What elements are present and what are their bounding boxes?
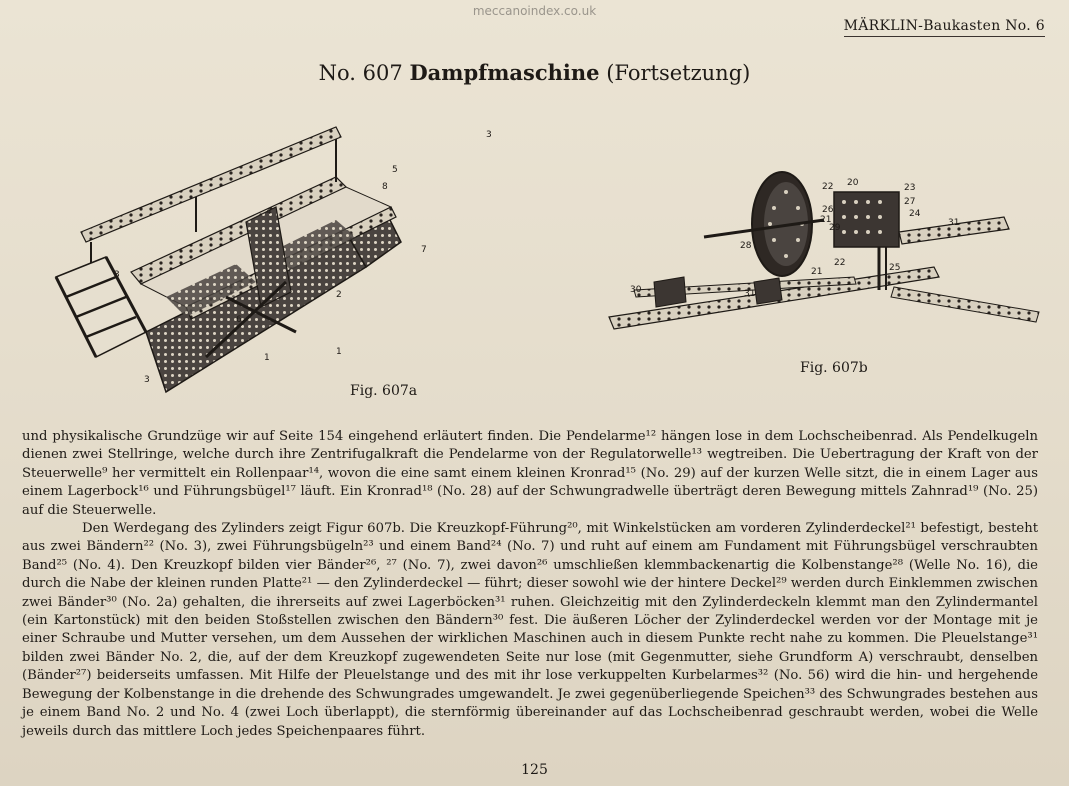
- fig-a-label-6: 6: [236, 315, 242, 325]
- fig-b-label-30: 30: [630, 285, 642, 295]
- body-text: [22, 428, 1038, 741]
- fig-a-label-1: 1: [264, 353, 270, 363]
- fig-b-label-31b: 31: [948, 218, 960, 228]
- figure-607a-caption: Fig. 607a: [350, 383, 418, 399]
- fig-b-label-29: 29: [829, 223, 841, 233]
- fig-b-label-22: 22: [822, 182, 834, 192]
- fig-b-label-21: 21: [811, 267, 823, 277]
- watermark: meccanoindex.co.uk: [472, 4, 597, 18]
- fig-b-label-22b: 22: [834, 258, 846, 268]
- fig-a-label-3b: 3: [114, 270, 120, 280]
- fig-b-label-25: 25: [889, 263, 901, 273]
- fig-b-label-31: 31: [744, 289, 756, 299]
- figure-607b-caption: Fig. 607b: [800, 360, 868, 376]
- fig-a-label-1b: 1: [231, 295, 237, 305]
- figure-607a: [36, 92, 492, 412]
- fig-a-label-3: 3: [486, 130, 492, 140]
- fig-b-label-21b: 21: [820, 215, 832, 225]
- fig-b-label-20: 20: [847, 178, 859, 188]
- figure-607b: [604, 172, 1044, 362]
- fig-a-label-3c: 3: [144, 375, 150, 385]
- paragraph-1: und physikalische Grundzüge wir auf Seite 154 eingehend erläutert finden. Die Pendelarme¹² hängen lose in dem Lochscheibenrad. Als Pendelkugeln dienen zwei Stellringe, welche durch ihre Zentrifugalkraft die Pendelarme von der Regulatorwelle¹³ wegtreiben. Die Uebertragung der Kraft von der Steuerwelle⁹ her vermittelt ein Rollenpaar¹⁴, wovon die eine samt einem kleinen Kronrad¹⁵ (No. 29) auf der kurzen Welle sitzt, die in einem Lager aus einem Lagerbock¹⁶ und Führungsbügel¹⁷ läuft. Ein Kronrad¹⁸ (No. 28) auf der Schwungradwelle überträgt deren Bewegung mittels Zahnrad¹⁹ (No. 25) auf die Steuerwelle.: [22, 429, 1038, 518]
- fig-a-label-4: 4: [266, 207, 272, 217]
- fig-a-label-8: 8: [382, 182, 388, 192]
- fig-b-label-27: 27: [904, 197, 916, 207]
- fig-a-label-7: 7: [421, 245, 427, 255]
- fig-b-label-28: 28: [740, 241, 752, 251]
- fig-a-label-1c: 1: [336, 347, 342, 357]
- running-head: MÄRKLIN-Baukasten No. 6: [844, 18, 1045, 37]
- fig-b-label-23: 23: [904, 183, 916, 193]
- page-number: 125: [521, 762, 548, 778]
- paragraph-2: Den Werdegang des Zylinders zeigt Figur 607b. Die Kreuzkopf-Führung²⁰, mit Winkelstücken am vorderen Zylinderdeckel²¹ befestigt, besteht aus zwei Bändern²² (No. 3), zwei Führungsbügeln²³ und einem Band²⁴ (No. 7) und ruht auf einem am Fundament mit Führungsbügel verschraubten Band²⁵ (No. 4). Den Kreuzkopf bilden vier Bänder²⁶, ²⁷ (No. 7), zwei davon²⁶ umschließen klemmbackenartig die Kolbenstange²⁸ (Welle No. 16), die durch die Nabe der kleinen runden Platte²¹ — den Zylinderdeckel — führt; dieser sowohl wie der hintere Deckel²⁹ werden durch Einklemmen zwischen zwei Bänder³⁰ (No. 2a) gehalten, die ihrerseits auf zwei Lagerböcken³¹ ruhen. Gleichzeitig mit den Zylinderdeckeln klemmt man den Zylindermantel (ein Kartonstück) mit den beiden Stoßstellen zwischen den Bändern³⁰ fest. Die äußeren Löcher der Zylinderdeckel werden vor der Montage mit je einer Schraube und Mutter versehen, um dem Aussehen der wirklichen Maschinen auch in diesem Punkte recht nahe zu kommen. Die Pleuelstange³¹ bilden zwei Bänder No. 2, die, auf der dem Kreuzkopf zugewendeten Seite nur lose (mit Gegenmutter, siehe Grundform A) verschraubt, denselben (Bänder²⁷) beiderseits umfassen. Mit Hilfe der Pleuelstange und des mit ihr lose verkuppelten Kurbelarmes³² (No. 56) wird die hin- und hergehende Bewegung der Kolbenstange in die drehende des Schwungrades umgewandelt. Je zwei gegenüberliegende Speichen³³ des Schwungrades bestehen aus je einem Band No. 2 und No. 4 (zwei Loch überlappt), die sternförmig übereinander auf das Lochscheibenrad geschraubt werden, wobei die Welle jeweils durch das mittlere Loch jedes Speichenpaares führt.: [22, 521, 1038, 739]
- fig-b-label-26: 26: [822, 205, 834, 215]
- fig-a-label-2: 2: [336, 290, 342, 300]
- fig-a-label-5: 5: [392, 165, 398, 175]
- title-suffix: (Fortsetzung): [606, 61, 751, 85]
- fig-b-label-24: 24: [909, 209, 921, 219]
- title-name: Dampfmaschine: [409, 60, 600, 85]
- title-number: No. 607: [318, 61, 403, 85]
- page-title: [0, 60, 1069, 85]
